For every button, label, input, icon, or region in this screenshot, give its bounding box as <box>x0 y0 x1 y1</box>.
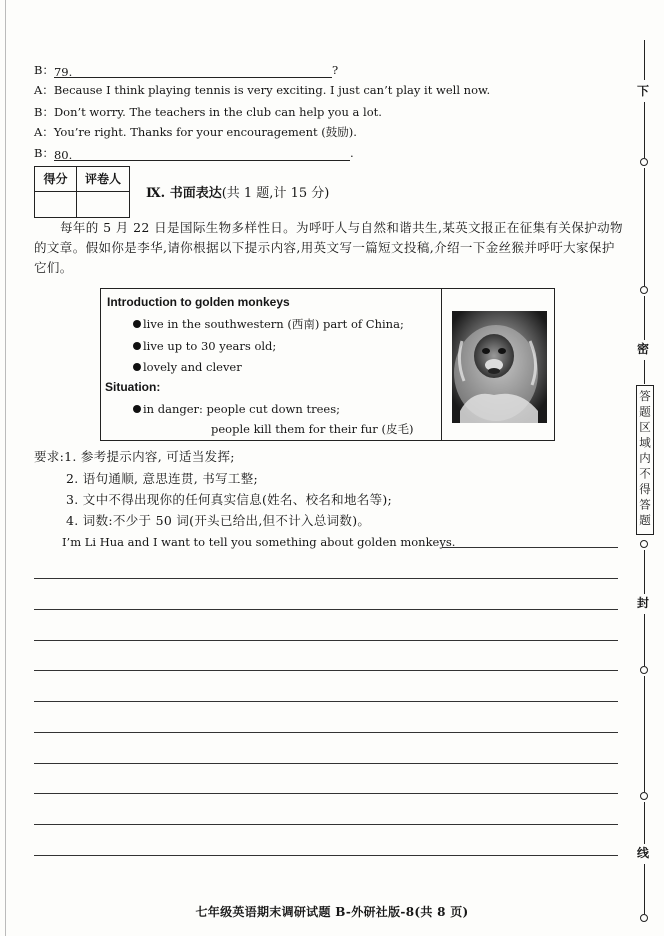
writing-line[interactable] <box>34 640 618 641</box>
info-heading-intro: Introduction to golden monkeys <box>107 295 290 309</box>
dialogue-line-80 <box>34 145 354 161</box>
info-box-divider <box>441 289 442 440</box>
speaker-label: B： <box>34 105 54 119</box>
dialogue-line-79 <box>34 62 338 78</box>
bullet-icon <box>133 320 141 328</box>
dialogue-line <box>34 104 382 120</box>
seal-line-segment <box>644 296 645 340</box>
writing-line[interactable] <box>34 793 618 794</box>
info-point-text: lovely and clever <box>143 360 242 374</box>
section-points: (共 1 题,计 15 分) <box>221 186 330 201</box>
golden-monkey-photo-icon <box>452 311 547 423</box>
seal-glyph-feng: 封 <box>637 596 650 610</box>
info-box <box>100 288 555 441</box>
prompt-paragraph <box>34 218 624 278</box>
seal-note: 答题区域内不得答题 <box>636 385 654 535</box>
seal-hole-icon <box>640 914 648 922</box>
requirement-2: 2. 语句通顺, 意思连贯, 书写工整; <box>66 471 259 486</box>
seal-glyph-xian: 线 <box>637 846 650 860</box>
info-point <box>133 360 242 375</box>
writing-line[interactable] <box>34 855 618 856</box>
dialogue-text: Don’t worry. The teachers in the club can help you a lot. <box>53 105 382 119</box>
page-edge <box>5 0 6 936</box>
writing-line-first[interactable] <box>442 547 618 548</box>
blank-punctuation: ? <box>331 63 339 77</box>
blank-punctuation: . <box>349 146 354 160</box>
writing-line[interactable] <box>34 578 618 579</box>
dialogue-text: You’re right. Thanks for your encouragement (鼓励). <box>53 125 357 139</box>
info-heading-situation: Situation: <box>105 380 161 394</box>
info-point-text: in danger: people cut down trees; <box>143 402 340 416</box>
question-number: 79. <box>53 65 73 79</box>
bullet-icon <box>133 342 141 350</box>
writing-line[interactable] <box>34 824 618 825</box>
speaker-label: B： <box>34 63 54 77</box>
score-box-header <box>35 167 129 192</box>
requirement-3: 3. 文中不得出现你的任何真实信息(姓名、校名和地名等); <box>66 492 393 507</box>
seal-line-segment <box>644 614 645 666</box>
info-point <box>133 339 276 354</box>
info-point <box>133 317 404 332</box>
info-point-text: live up to 30 years old; <box>143 339 277 353</box>
page-footer: 七年级英语期末调研试题 B-外研社版-8(共 8 页) <box>195 905 469 919</box>
seal-hole-icon <box>640 540 648 548</box>
info-point <box>133 402 340 417</box>
seal-margin <box>627 40 664 936</box>
score-box <box>34 166 130 218</box>
seal-line-segment <box>644 550 645 594</box>
requirement-4: 4. 词数:不少于 50 词(开头已给出,但不计入总词数)。 <box>66 513 371 528</box>
dialogue-text: Because I think playing tennis is very exciting. I just can’t play it well now. <box>53 83 491 97</box>
seal-hole-icon <box>640 666 648 674</box>
speaker-label: A： <box>34 83 54 97</box>
opening-sentence: I’m Li Hua and I want to tell you something about golden monkeys. <box>62 535 456 549</box>
question-number: 80. <box>53 148 73 162</box>
prompt-text: 每年的 5 月 22 日是国际生物多样性日。为呼吁人与自然和谐共生,某英文报正在征集有关保护动物的文章。假如你是李华,请你根据以下提示内容,用英文写一篇短文投稿,介绍一下金丝猴并呼吁大家保护它们。 <box>34 220 623 275</box>
seal-line-segment <box>644 676 645 792</box>
answer-blank-79[interactable] <box>54 64 332 78</box>
grader-entry-cell[interactable] <box>77 192 129 217</box>
requirement-1: 要求:1. 参考提示内容, 可适当发挥; <box>34 449 235 464</box>
speaker-label: B： <box>34 146 54 160</box>
writing-line[interactable] <box>34 732 618 733</box>
writing-line[interactable] <box>34 763 618 764</box>
seal-line-segment <box>644 802 645 844</box>
section-heading: Ⅸ. 书面表达 <box>146 186 222 201</box>
score-box-entry[interactable] <box>35 192 129 217</box>
bullet-icon <box>133 405 141 413</box>
seal-hole-icon <box>640 286 648 294</box>
section-title <box>146 182 329 201</box>
seal-line-segment <box>644 102 645 158</box>
writing-line[interactable] <box>34 670 618 671</box>
score-label: 得分 <box>35 167 77 191</box>
bullet-icon <box>133 363 141 371</box>
dialogue-line <box>34 82 490 98</box>
seal-hole-icon <box>640 792 648 800</box>
info-point-continued: people kill them for their fur (皮毛) <box>211 422 414 436</box>
seal-line-segment <box>644 360 645 384</box>
seal-glyph-mi: 密 <box>637 342 650 356</box>
writing-line[interactable] <box>34 609 618 610</box>
answer-blank-80[interactable] <box>54 147 350 161</box>
dialogue-line <box>34 124 357 140</box>
seal-line-segment <box>644 864 645 914</box>
seal-glyph-xia: 下 <box>637 84 650 98</box>
grader-label: 评卷人 <box>84 172 121 186</box>
seal-line-segment <box>644 40 645 80</box>
writing-line[interactable] <box>34 701 618 702</box>
seal-hole-icon <box>640 158 648 166</box>
score-entry-cell[interactable] <box>35 192 77 217</box>
seal-line-segment <box>644 168 645 286</box>
info-point-text: live in the southwestern (西南) part of China; <box>143 317 404 331</box>
speaker-label: A： <box>34 125 54 139</box>
